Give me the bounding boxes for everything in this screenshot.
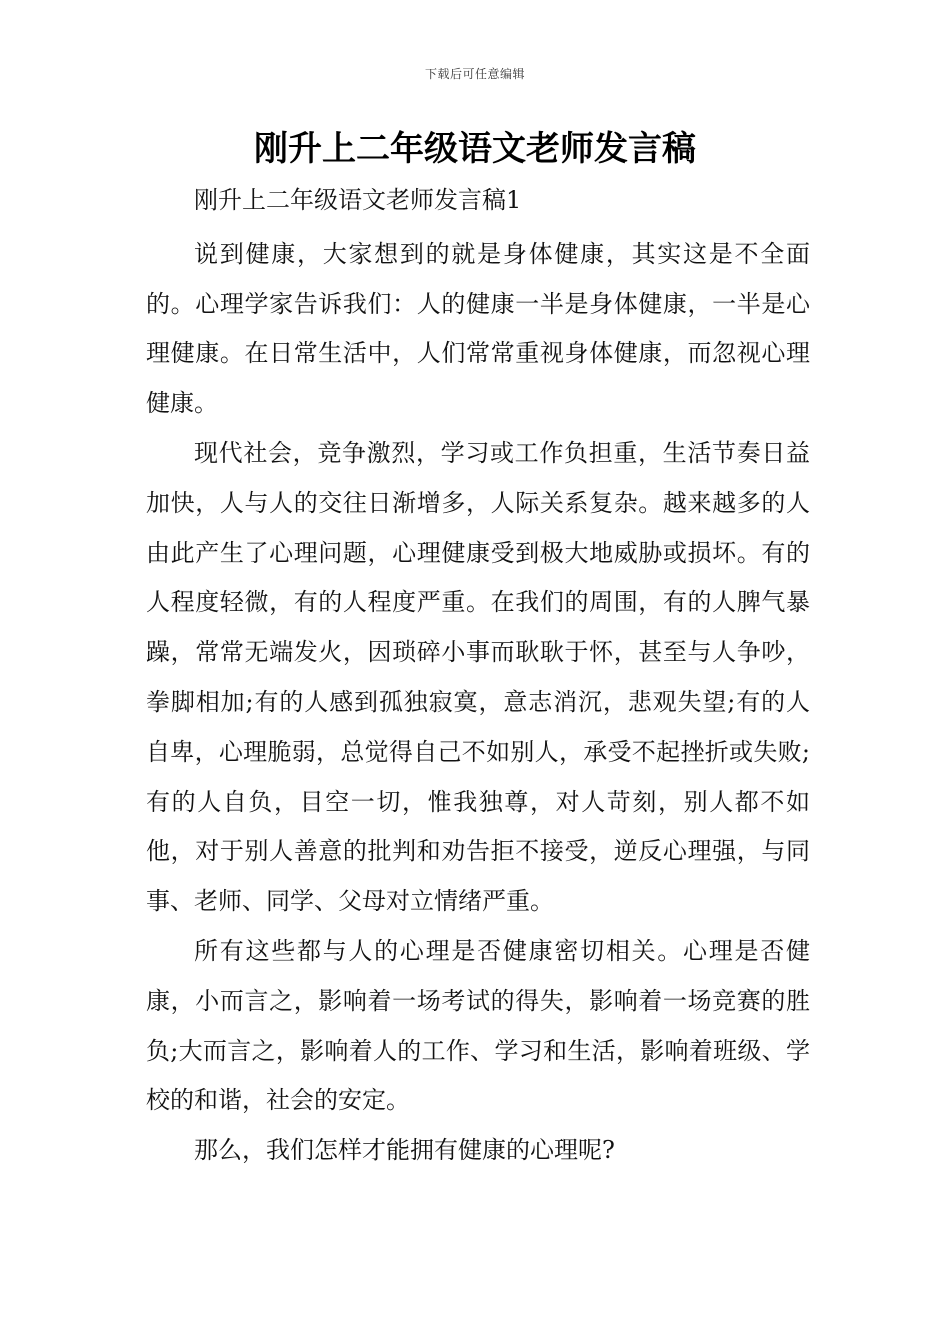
- header-note: 下载后可任意编辑: [424, 67, 525, 81]
- paragraph-4: 那么，我们怎样才能拥有健康的心理呢?: [194, 1136, 615, 1165]
- document-title: 刚升上二年级语文老师发言稿: [254, 129, 696, 169]
- paragraph-2: 现代社会，竞争激烈，学习或工作负担重，生活节奏日益加快，人与人的交往日渐增多，人际关系复杂。越来越多的人由此产生了心理问题，心理健康受到极大地威胁或损坏。有的人程度轻微，有的人程度严重。在我们的周围，有的人脾气暴躁，常常无端发火，因琐碎小事而耿耿于怀，甚至与人争吵，拳脚相加;有的人感到孤独寂寞，意志消沉，悲观失望;有的人自卑，心理脆弱，总觉得自己不如别人，承受不起挫折或失败;有的人自负，目空一切，惟我独尊，对人苛刻，别人都不如他，对于别人善意的批判和劝告拒不接受，逆反心理强，与同事、老师、同学、父母对立情绪严重。: [146, 438, 810, 916]
- document-subtitle: 刚升上二年级语文老师发言稿1: [194, 186, 522, 214]
- paragraph-3: 所有这些都与人的心理是否健康密切相关。心理是否健康，小而言之，影响着一场考试的得失，影响着一场竞赛的胜负;大而言之，影响着人的工作、学习和生活，影响着班级、学校的和谐，社会的安定。: [146, 936, 810, 1115]
- document-body: [146, 176, 810, 1176]
- paragraph-1: 说到健康，大家想到的就是身体健康，其实这是不全面的。心理学家告诉我们：人的健康一半是身体健康，一半是心理健康。在日常生活中，人们常常重视身体健康，而忽视心理健康。: [146, 239, 810, 418]
